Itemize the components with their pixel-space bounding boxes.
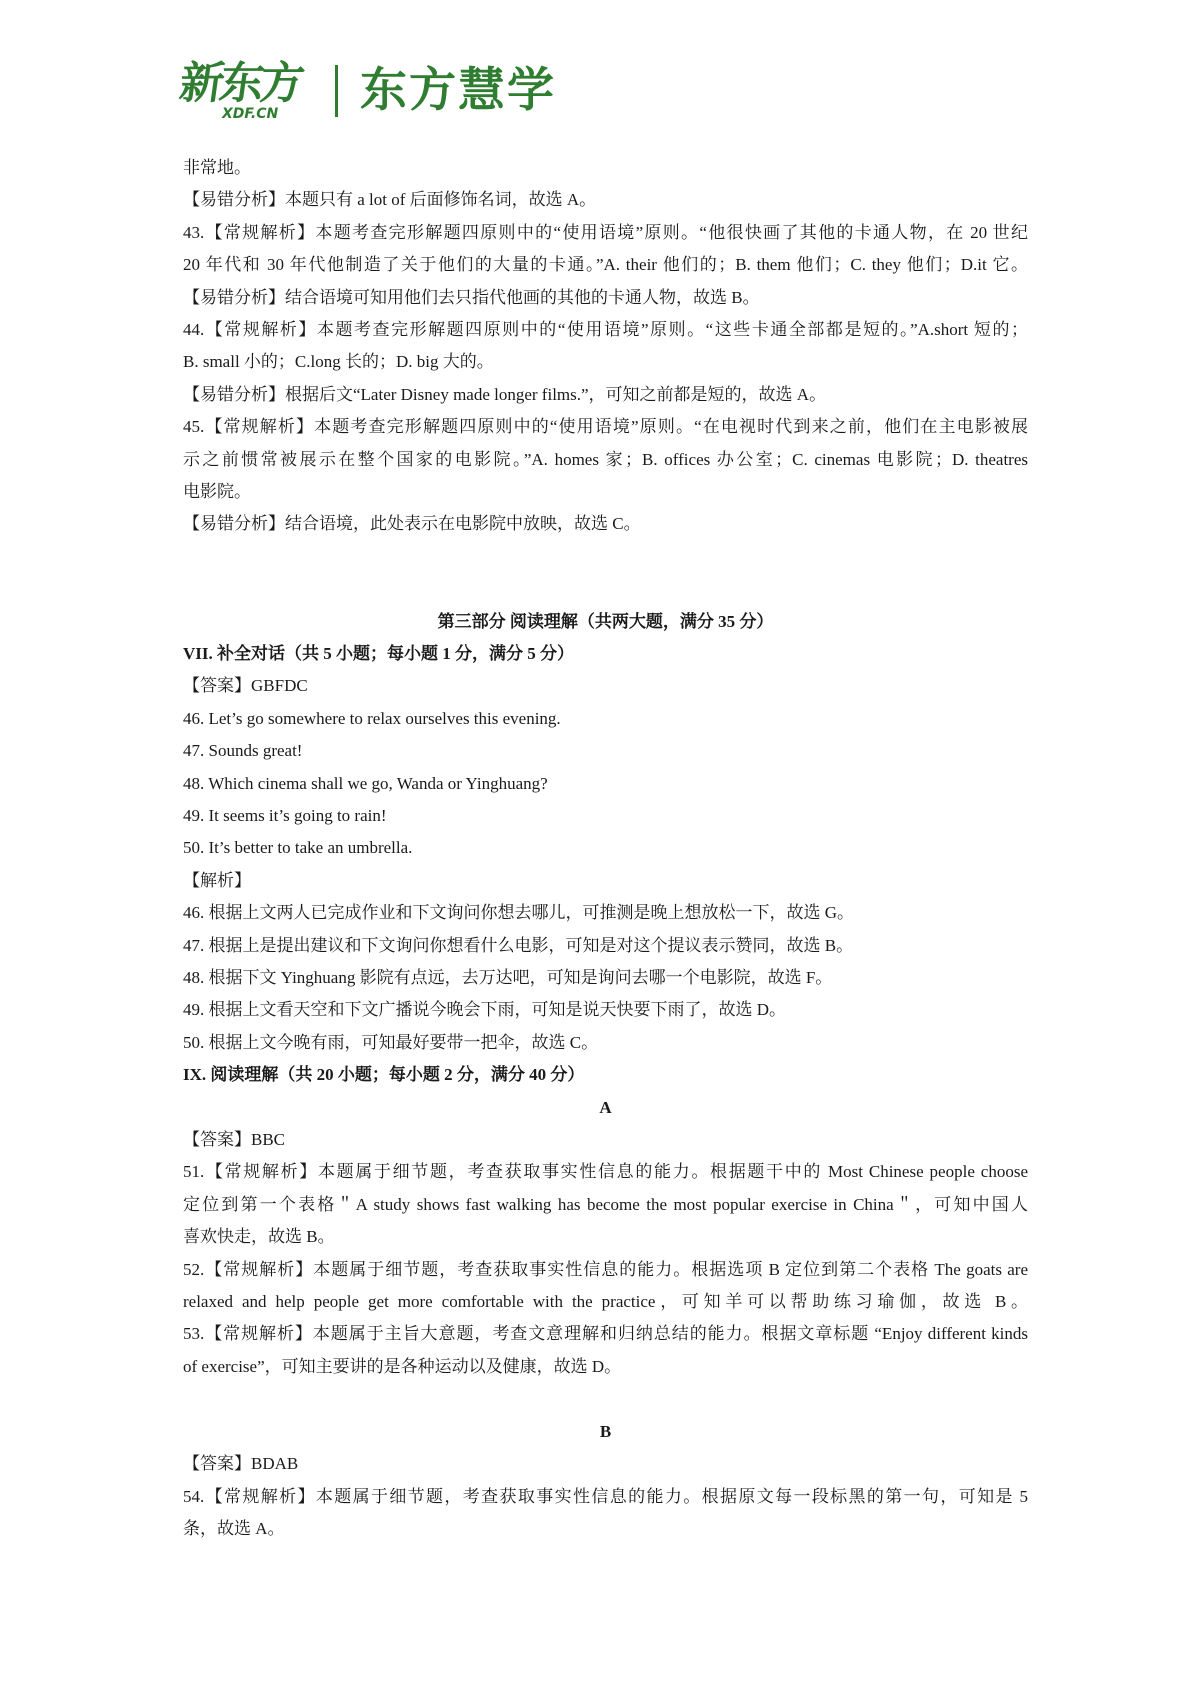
text-line: 50. 根据上文今晚有雨，可知最好要带一把伞，故选 C。 — [183, 1032, 599, 1052]
text-line: 定位到第一个表格＂A study shows fast walking has become the most popular exercise in China＂，可知中国人 — [183, 1194, 1028, 1214]
text-line: 50. It’s better to take an umbrella. — [183, 838, 413, 858]
header — [176, 56, 556, 126]
logo-en-text: XDF.CN — [222, 106, 279, 122]
text-line: 【易错分析】根据后文“Later Disney made longer films.”，可知之前都是短的，故选 A。 — [183, 384, 827, 404]
text-line: 示之前惯常被展示在整个国家的电影院。”A. homes 家；B. offices 办公室；C. cinemas 电影院；D. theatres — [183, 449, 1028, 469]
part-title: 第三部分 阅读理解（共两大题，满分 35 分） — [437, 611, 774, 631]
text-line: 20 年代和 30 年代他制造了关于他们的大量的卡通。”A. their 他们的；B. them 他们；C. they 他们；D.it 它。 — [183, 255, 1028, 275]
text-line: 46. Let’s go somewhere to relax ourselves this evening. — [183, 708, 561, 728]
text-line: 47. Sounds great! — [183, 741, 303, 761]
text-line: 电影院。 — [183, 481, 251, 501]
logo-cn-text: 新东方 — [176, 58, 304, 109]
document-body — [183, 152, 1028, 1546]
passage-label-a: A — [599, 1097, 612, 1117]
xdf-logo — [176, 58, 315, 124]
text-line: 【易错分析】结合语境可知用他们去只指代他画的其他的卡通人物，故选 B。 — [183, 287, 760, 307]
text-line: 48. Which cinema shall we go, Wanda or Yinghuang? — [183, 773, 548, 793]
text-line: 49. 根据上文看天空和下文广播说今晚会下雨，可知是说天快要下雨了，故选 D。 — [183, 1000, 787, 1020]
brand-logo: 东方慧学 — [360, 63, 556, 118]
text-line: 【答案】GBFDC — [183, 676, 308, 696]
text-line: 48. 根据下文 Yinghuang 影院有点远，去万达吧，可知是询问去哪一个电影院，故选 F。 — [183, 967, 833, 987]
text-line: 【答案】BDAB — [183, 1454, 299, 1474]
text-line: 非常地。 — [183, 158, 251, 177]
text-line: 47. 根据上是提出建议和下文询问你想看什么电影，可知是对这个提议表示赞同，故选 B。 — [183, 935, 854, 955]
section-heading-ix: IX. 阅读理解（共 20 小题；每小题 2 分，满分 40 分） — [183, 1065, 585, 1085]
text-line: 喜欢快走，故选 B。 — [183, 1227, 335, 1247]
text-line: B. small 小的；C.long 长的；D. big 大的。 — [183, 352, 494, 372]
text-line: 【易错分析】结合语境，此处表示在电影院中放映，故选 C。 — [183, 514, 641, 534]
spacer — [183, 541, 1028, 606]
text-line: relaxed and help people get more comfortable with the practice，可知羊可以帮助练习瑜伽，故选 B。 — [183, 1291, 1028, 1311]
text-line: 52.【常规解析】本题属于细节题，考查获取事实性信息的能力。根据选项 B 定位到第二个表格 The goats are — [183, 1259, 1028, 1279]
text-line: 43.【常规解析】本题考查完形解题四原则中的“使用语境”原则。“他很快画了其他的卡通人物，在 20 世纪 — [183, 222, 1028, 242]
text-line: 45.【常规解析】本题考查完形解题四原则中的“使用语境”原则。“在电视时代到来之前，他们在主电影被展 — [183, 417, 1028, 437]
text-line: 【答案】BBC — [183, 1129, 286, 1149]
spacer — [183, 1383, 1028, 1416]
logo-divider — [335, 65, 338, 117]
text-line: 54.【常规解析】本题属于细节题，考查获取事实性信息的能力。根据原文每一段标黑的第一句，可知是 5 — [183, 1486, 1028, 1506]
passage-label-b: B — [599, 1422, 612, 1442]
text-line: 53.【常规解析】本题属于主旨大意题，考查文意理解和归纳总结的能力。根据文章标题 “Enjoy different kinds — [183, 1324, 1028, 1344]
text-line: 【解析】 — [183, 870, 251, 890]
text-line: of exercise”，可知主要讲的是各种运动以及健康，故选 D。 — [183, 1356, 622, 1376]
text-line: 46. 根据上文两人已完成作业和下文询问你想去哪儿，可推测是晚上想放松一下，故选 G。 — [183, 903, 855, 923]
text-line: 【易错分析】本题只有 a lot of 后面修饰名词，故选 A。 — [183, 190, 597, 210]
text-line: 条，故选 A。 — [183, 1519, 285, 1539]
text-line: 49. It seems it’s going to rain! — [183, 806, 387, 826]
text-line: 44.【常规解析】本题考查完形解题四原则中的“使用语境”原则。“这些卡通全部都是短的。”A.short 短的； — [183, 319, 1028, 339]
text-line: 51.【常规解析】本题属于细节题，考查获取事实性信息的能力。根据题干中的 Most Chinese people choose — [183, 1162, 1028, 1182]
section-heading-vii: VII. 补全对话（共 5 小题；每小题 1 分，满分 5 分） — [183, 644, 575, 664]
